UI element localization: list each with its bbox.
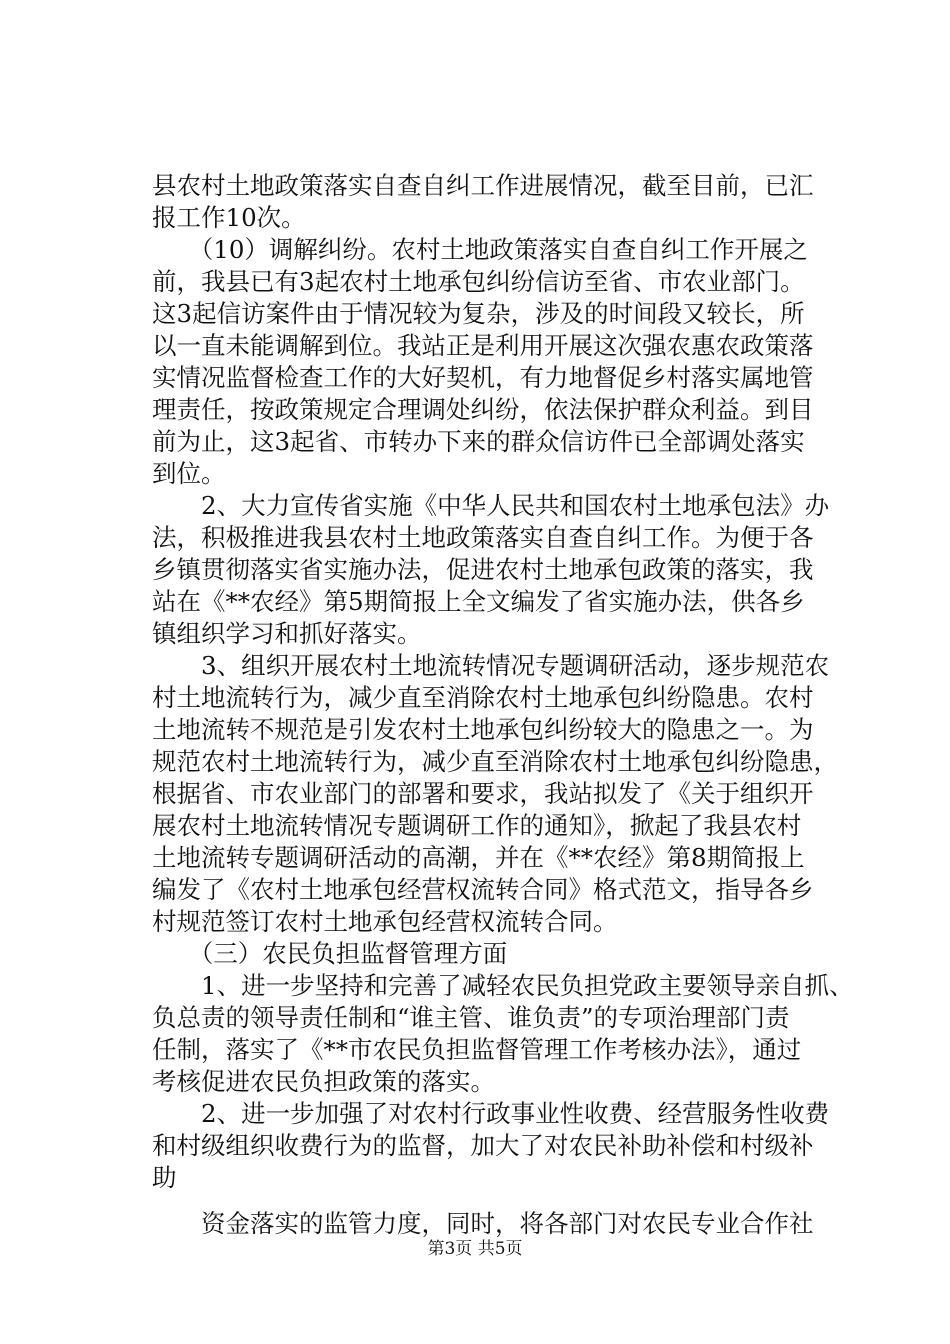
text-line: 资金落实的监管力度，同时，将各部门对农民专业合作社 bbox=[152, 1209, 814, 1238]
text-line: 镇组织学习和抓好落实。 bbox=[152, 619, 422, 648]
text-line: 负总责的领导责任制和“谁主管、谁负责”的专项治理部门责 bbox=[152, 1003, 790, 1032]
section-heading: （三）农民负担监督管理方面 bbox=[152, 939, 508, 968]
text-line: 规范农村土地流转行为，减少直至消除农村土地承包纠纷隐患， bbox=[152, 747, 838, 776]
text-line: 村土地流转行为，减少直至消除农村土地承包纠纷隐患。农村 bbox=[152, 683, 814, 712]
text-line: 到位。 bbox=[152, 459, 226, 488]
text-line: 报工作10次。 bbox=[152, 203, 306, 232]
text-line: 考核促进农民负担政策的落实。 bbox=[152, 1067, 495, 1096]
text-line: （10）调解纠纷。农村土地政策落实自查自纠工作开展之 bbox=[152, 235, 808, 264]
text-line: 土地流转不规范是引发农村土地承包纠纷较大的隐患之一。为 bbox=[152, 715, 814, 744]
text-line: 乡镇贯彻落实省实施办法，促进农村土地承包政策的落实，我 bbox=[152, 555, 814, 584]
text-line: 展农村土地流转情况专题调研工作的通知》，掀起了我县农村 bbox=[152, 811, 802, 840]
page-footer bbox=[0, 1238, 950, 1260]
text-line: 村规范签订农村土地承包经营权流转合同。 bbox=[152, 907, 618, 936]
body-text bbox=[152, 170, 854, 1240]
text-line: 2、大力宣传省实施《中华人民共和国农村土地承包法》办 bbox=[152, 491, 830, 520]
text-line: 编发了《农村土地承包经营权流转合同》格式范文，指导各乡 bbox=[152, 875, 814, 904]
text-line: 法，积极推进我县农村土地政策落实自查自纠工作。为便于各 bbox=[152, 523, 814, 552]
text-line: 根据省、市农业部门的部署和要求，我站拟发了《关于组织开 bbox=[152, 779, 814, 808]
text-line: 3、组织开展农村土地流转情况专题调研活动，逐步规范农 bbox=[152, 651, 830, 680]
text-line: 任制，落实了《**市农民负担监督管理工作考核办法》，通过 bbox=[152, 1035, 802, 1064]
text-line: 和村级组织收费行为的监督，加大了对农民补助补偿和村级补 bbox=[152, 1131, 814, 1160]
text-line: 以一直未能调解到位。我站正是利用开展这次强农惠农政策落 bbox=[152, 331, 814, 360]
text-line: 站在《**农经》第5期简报上全文编发了省实施办法，供各乡 bbox=[152, 587, 805, 616]
text-line: 前，我县已有3起农村土地承包纠纷信访至省、市农业部门。 bbox=[152, 267, 805, 296]
text-line: 2、进一步加强了对农村行政事业性收费、经营服务性收费 bbox=[152, 1099, 830, 1128]
text-line: 这3起信访案件由于情况较为复杂，涉及的时间段又较长，所 bbox=[152, 299, 805, 328]
text-line: 土地流转专题调研活动的高潮，并在《**农经》第8期简报上 bbox=[152, 843, 805, 872]
text-line: 前为止，这3起省、市转办下来的群众信访件已全部调处落实 bbox=[152, 427, 805, 456]
text-line: 1、进一步坚持和完善了减轻农民负担党政主要领导亲自抓、 bbox=[152, 971, 854, 1000]
text-line: 实情况监督检查工作的大好契机，有力地督促乡村落实属地管 bbox=[152, 363, 814, 392]
text-line: 助 bbox=[152, 1163, 177, 1192]
paragraph-gap bbox=[152, 1194, 842, 1208]
page-number: 第3页 共5页 bbox=[427, 1239, 523, 1259]
text-line: 理责任，按政策规定合理调处纠纷，依法保护群众利益。到目 bbox=[152, 395, 814, 424]
text-line: 县农村土地政策落实自查自纠工作进展情况，截至目前，已汇 bbox=[152, 171, 814, 200]
